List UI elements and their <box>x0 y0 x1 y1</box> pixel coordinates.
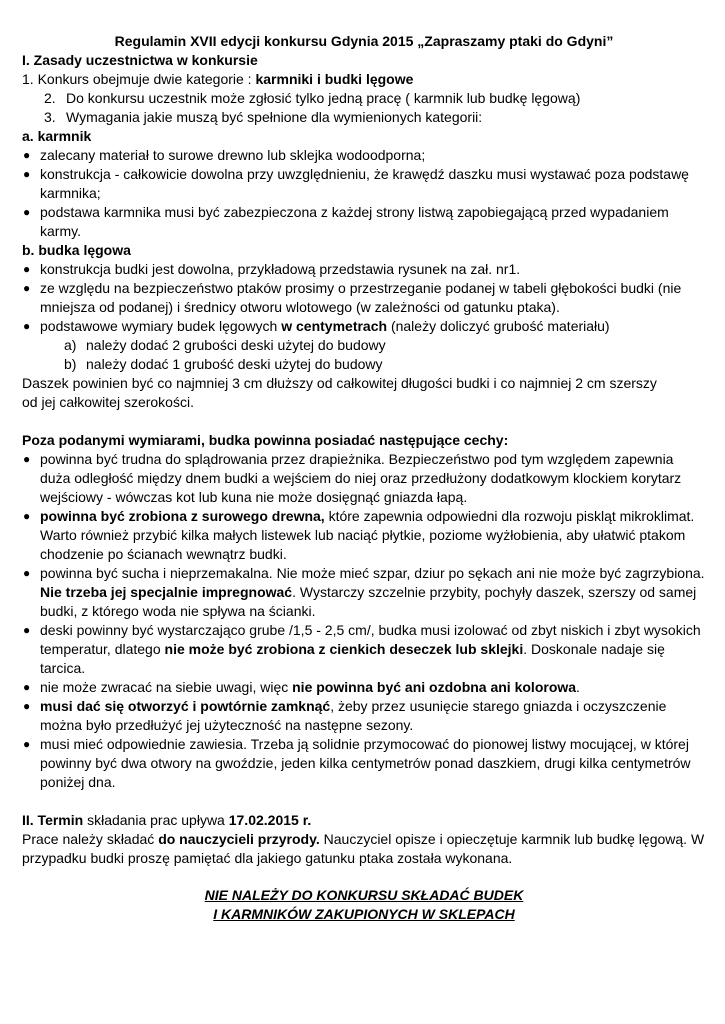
features-list <box>22 450 706 792</box>
list-item <box>22 165 706 203</box>
closing-notice-line-2: I KARMNIKÓW ZAKUPIONYCH W SKLEPACH <box>213 906 515 922</box>
paragraph-text: Prace należy składać <box>22 831 159 847</box>
list-item-text: nie może zwracać na siebie uwagi, więc <box>40 679 293 695</box>
list-item-bold: musi dać się otworzyć i powtórnie zamknąć <box>40 698 331 714</box>
sub-item-a <box>22 336 706 355</box>
categories-text: karmniki i budki lęgowe <box>255 71 414 87</box>
item-text: należy dodać 1 grubość deski użytej do budowy <box>86 356 383 372</box>
list-item-bold: nie powinna być ani ozdobna ani kolorowa <box>292 679 577 695</box>
item-text: Wymagania jakie muszą być spełnione dla wymienionych kategorii: <box>66 109 483 125</box>
list-item <box>22 260 706 279</box>
features-heading: Poza podanymi wymiarami, budka powinna posiadać następujące cechy: <box>22 432 509 448</box>
list-item <box>22 564 706 621</box>
document-title: Regulamin XVII edycji konkursu Gdynia 2015 „Zapraszamy ptaki do Gdyni” <box>114 33 614 49</box>
section-2-paragraph <box>22 830 706 868</box>
deadline-date: 17.02.2015 r. <box>228 812 312 828</box>
bullet-icon: ● <box>23 205 31 219</box>
bullet-icon: ● <box>23 262 31 276</box>
list-item-text: , żeby przez usunięcie starego gniazda i oczyszczenie można było przedłużyć jej użyteczność na następne sezony. <box>40 698 667 733</box>
item-letter: a) <box>64 337 77 353</box>
list-item <box>22 621 706 678</box>
list-item <box>22 450 706 507</box>
budka-list <box>22 260 706 336</box>
list-item <box>22 697 706 735</box>
roof-paragraph-line-2: od jej całkowitej szerokości. <box>22 394 194 410</box>
bullet-icon: ● <box>23 623 31 637</box>
list-item-text: . Wystarczy szczelnie przybity, pochyły daszek, szerszy od samej budki, z którego woda nie spływa na ścianki. <box>40 584 697 619</box>
list-item-text: zalecany materiał to surowe drewno lub sklejka wodoodporna; <box>40 147 426 163</box>
list-item-text: (należy doliczyć grubość materiału) <box>387 318 610 334</box>
section-1-heading: I. Zasady uczestnictwa w konkursie <box>22 52 258 68</box>
closing-notice-line-1: NIE NALEŻY DO KONKURSU SKŁADAĆ BUDEK <box>204 887 524 903</box>
item-text: należy dodać 2 grubości deski użytej do budowy <box>86 337 386 353</box>
list-item <box>22 279 706 317</box>
bullet-icon: ● <box>23 737 31 751</box>
list-item-text: deski powinny być wystarczająco grube /1,5 - 2,5 cm/, budka musi izolować od zbyt niskich i zbyt wysokich temperatur, dlatego <box>40 622 701 657</box>
list-item-text: konstrukcja budki jest dowolna, przykładową przedstawia rysunek na zał. nr1. <box>40 261 521 277</box>
list-item-text: podstawowe wymiary budek lęgowych <box>40 318 282 334</box>
item-number: 3. <box>44 109 56 125</box>
list-item-bold: w centymetrach <box>281 318 388 334</box>
list-item-bold: nie może być zrobiona z cienkich deseczek lub sklejki <box>164 641 524 657</box>
regulations-document <box>22 32 706 924</box>
item-number: 2. <box>44 90 56 106</box>
list-item-bold: powinna być zrobiona z surowego drewna, <box>40 508 325 524</box>
bullet-icon: ● <box>23 167 31 181</box>
section-1-item-1 <box>22 70 706 89</box>
roof-paragraph-line-1: Daszek powinien być co najmniej 3 cm dłuższy od całkowitej długości budki i co najmniej 2 cm szerszy <box>22 375 657 391</box>
list-item-text: musi mieć odpowiednie zawiesia. Trzeba ją solidnie przymocować do pionowej listwy mocującej, w której powinny być dwa otwory na gwoździe, jeden kilka centymetrów ponad daszkiem, drugi kilka centymetrów poniżej dna. <box>40 736 691 790</box>
list-item <box>22 678 706 697</box>
sub-item-b <box>22 355 706 374</box>
bullet-icon: ● <box>23 319 31 333</box>
budka-heading: b. budka lęgowa <box>22 242 131 258</box>
karmnik-list <box>22 146 706 241</box>
item-letter: b) <box>64 356 77 372</box>
bullet-icon: ● <box>23 281 31 295</box>
section-2-text: składania prac upływa <box>83 812 229 828</box>
bullet-icon: ● <box>23 452 31 466</box>
list-item <box>22 146 706 165</box>
item-1-text: 1. Konkurs obejmuje dwie kategorie : <box>22 71 256 87</box>
closing-notice <box>22 886 706 924</box>
list-item-text: . Doskonale nadaje się tarcica. <box>40 641 665 676</box>
paragraph-bold: do nauczycieli przyrody. <box>158 831 320 847</box>
section-2-title: II. Termin <box>22 812 84 828</box>
bullet-icon: ● <box>23 699 31 713</box>
karmnik-heading: a. karmnik <box>22 128 92 144</box>
list-item-text: ze względu na bezpieczeństwo ptaków prosimy o przestrzeganie podanej w tabeli głębokości budki (nie mniejsza od podanej) i średnicy otworu wlotowego (w zależności od gatunku ptaka). <box>40 280 682 315</box>
bullet-icon: ● <box>23 509 31 523</box>
list-item-text: powinna być trudna do splądrowania przez drapieżnika. Bezpieczeństwo pod tym względem zapewnia duża odległość między dnem budki a wejściem do niej oraz przedłużony dodatkowym klockiem korytarz wejściowy - wówczas kot lub kuna nie może dosięgnąć gniazda łapą. <box>40 451 682 505</box>
list-item <box>22 507 706 564</box>
paragraph-text: Nauczyciel opisze i opieczętuje karmnik lub budkę lęgową. W przypadku budki proszę pamiętać dla jakiego gatunku ptaka została wykonana. <box>22 831 705 866</box>
list-item-text: które zapewnia odpowiedni dla rozwoju piskląt mikroklimat. Warto również przybić kilka małych listewek lub naciąć płytkie, poziome wyżłobienia, aby ułatwić ptakom chodzenie po ścianach wewnątrz budki. <box>40 508 695 562</box>
list-item-text: konstrukcja - całkowicie dowolna przy uwzględnieniu, że krawędź daszku musi wystawać poza podstawę karmnika; <box>40 166 689 201</box>
item-text: Do konkursu uczestnik może zgłosić tylko jedną pracę ( karmnik lub budkę lęgową) <box>66 90 581 106</box>
bullet-icon: ● <box>23 680 31 694</box>
section-1-item-3 <box>22 108 706 127</box>
list-item-bold: Nie trzeba jej specjalnie impregnować <box>40 584 293 600</box>
section-2-heading <box>22 811 706 830</box>
list-item <box>22 203 706 241</box>
bullet-icon: ● <box>23 148 31 162</box>
list-item-text: podstawa karmnika musi być zabezpieczona z każdej strony listwą zapobiegającą przed wypadaniem karmy. <box>40 204 669 239</box>
bullet-icon: ● <box>23 566 31 580</box>
section-1-item-2 <box>22 89 706 108</box>
list-item-text: . <box>576 679 580 695</box>
list-item <box>22 735 706 792</box>
list-item-text: powinna być sucha i nieprzemakalna. Nie może mieć szpar, dziur po sękach ani nie może być zagrzybiona. <box>40 565 705 581</box>
list-item <box>22 317 706 336</box>
